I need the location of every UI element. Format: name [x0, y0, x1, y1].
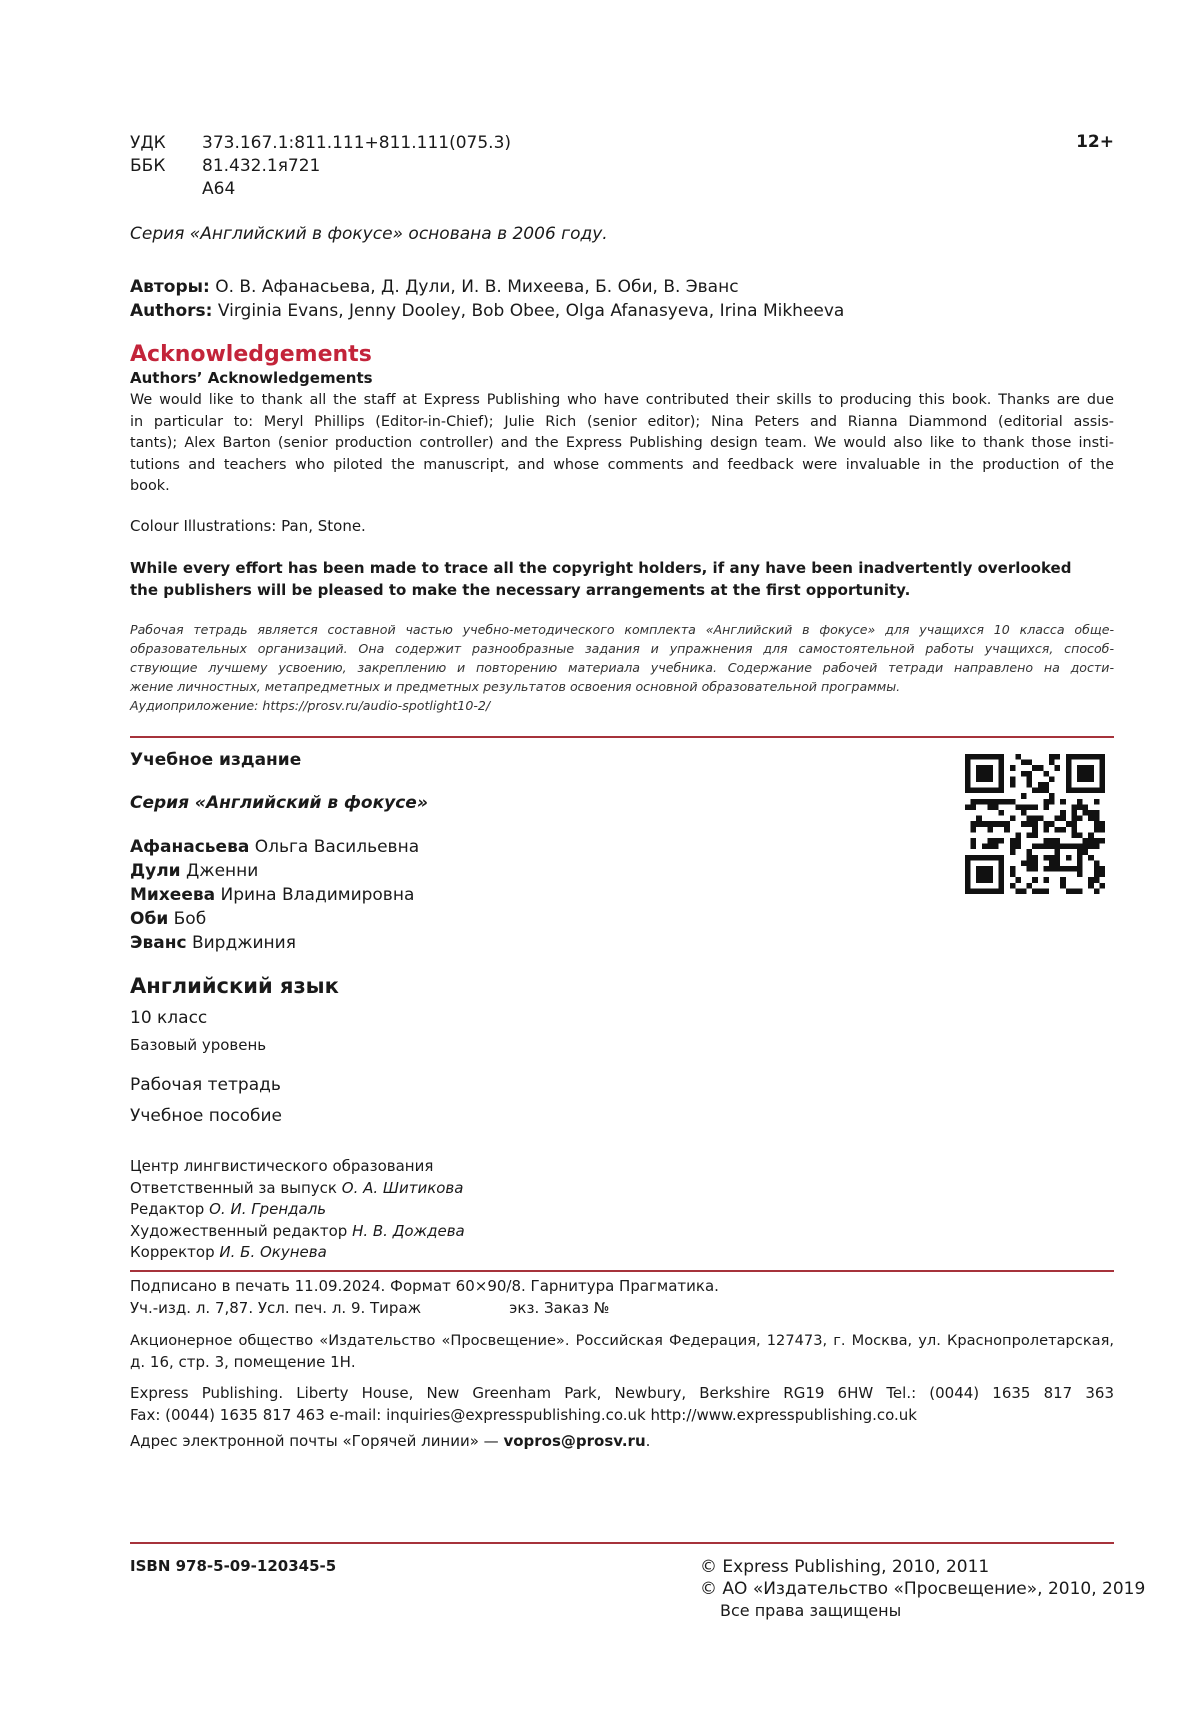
illustrations-credit: Colour Illustrations: Pan, Stone.	[130, 517, 366, 535]
bbk-value: 81.432.1я721	[202, 156, 321, 176]
udk-label: УДК	[130, 133, 166, 153]
book-title: Английский язык	[130, 974, 339, 998]
credits-block	[130, 1156, 465, 1264]
book-kind: Учебное пособие	[130, 1106, 282, 1126]
author-surname: Дули	[130, 861, 181, 881]
author-surname: Афанасьева	[130, 837, 250, 857]
print-line-2b: экз. Заказ №	[509, 1298, 610, 1317]
audio-link: Аудиоприложение: https://prosv.ru/audio-spotlight10-2/	[130, 698, 491, 713]
acknowledgements-text	[130, 390, 1114, 498]
hotline-text: Адрес электронной почты «Горячей линии» —	[130, 1432, 504, 1450]
book-format: Рабочая тетрадь	[130, 1075, 281, 1095]
author-given: Вирджиния	[191, 933, 296, 953]
author-surname: Михеева	[130, 885, 216, 905]
description-line: жение личностных, метапредметных и предметных результатов освоения основной образовательной программы.	[130, 679, 901, 694]
print-line-2a: Уч.-изд. л. 7,87. Усл. печ. л. 9. Тираж	[130, 1298, 422, 1317]
publisher-en-line-1: Express Publishing. Liberty House, New Greenham Park, Newbury, Berkshire RG19 6HW Tel.: (0044) 1635 817 363	[130, 1384, 1114, 1402]
credits-responsible-name: О. А. Шитикова	[341, 1178, 464, 1197]
rights-reserved: Все права защищены	[720, 1601, 902, 1620]
credits-responsible-label: Ответственный за выпуск	[130, 1178, 337, 1197]
copyright-footer	[700, 1556, 1145, 1622]
author-entry	[130, 835, 419, 859]
print-line-1: Подписано в печать 11.09.2024. Формат 60×90/8. Гарнитура Прагматика.	[130, 1277, 719, 1295]
publisher-ru	[130, 1330, 1114, 1373]
authors-en-label: Authors:	[130, 301, 213, 321]
book-grade: 10 класс	[130, 1008, 208, 1028]
author-surname: Оби	[130, 909, 169, 929]
qr-code-icon[interactable]	[965, 754, 1105, 894]
author-given: Ольга Васильевна	[254, 837, 420, 857]
author-entry	[130, 883, 419, 907]
copyright-line: While every effort has been made to trace all the copyright holders, if any have been inadvertently overlooked	[130, 559, 1072, 577]
book-code: А64	[202, 179, 236, 199]
authors-en-names: Virginia Evans, Jenny Dooley, Bob Obee, Olga Afanasyeva, Irina Mikheeva	[217, 301, 845, 321]
publisher-ru-line-2: д. 16, стр. 3, помещение 1Н.	[130, 1352, 356, 1371]
author-surname: Эванс	[130, 933, 187, 953]
copyright-express: © Express Publishing, 2010, 2011	[700, 1557, 990, 1577]
book-level: Базовый уровень	[130, 1036, 267, 1054]
ack-line: tutions and teachers who piloted the manuscript, and whose comments and feedback were invaluable in the production of the	[130, 456, 1114, 473]
copyright-notice	[130, 558, 1071, 601]
authors-ru-label: Авторы:	[130, 277, 210, 297]
edition-authors	[130, 835, 419, 955]
copyright-prosv: © АО «Издательство «Просвещение», 2010, 2019	[700, 1579, 1146, 1599]
edition-series: Серия «Английский в фокусе»	[130, 793, 428, 813]
divider-middle	[130, 1270, 1114, 1272]
credits-proofreader-label: Корректор	[130, 1243, 215, 1261]
publisher-en	[130, 1383, 1114, 1426]
ack-line: tants); Alex Barton (senior production controller) and the Express Publishing design team. We would also like to thank those insti-	[130, 435, 1114, 451]
author-entry	[130, 859, 419, 883]
ack-line: book.	[130, 478, 170, 494]
udk-value: 373.167.1:811.111+811.111(075.3)	[202, 133, 512, 153]
publisher-en-line-2: Fax: (0044) 1635 817 463 e-mail: inquiries@expresspublishing.co.uk http://www.expresspublishing.co.uk	[130, 1405, 917, 1424]
acknowledgements-subtitle: Authors’ Acknowledgements	[130, 369, 373, 387]
workbook-description	[130, 620, 1114, 715]
edition-type: Учебное издание	[130, 750, 302, 770]
copyright-line: the publishers will be pleased to make the necessary arrangements at the first opportunity.	[130, 580, 911, 599]
credits-proofreader-name: И. Б. Окунева	[219, 1243, 327, 1261]
series-note: Серия «Английский в фокусе» основана в 2006 году.	[130, 224, 608, 244]
authors-block	[130, 275, 844, 323]
description-line: Рабочая тетрадь является составной частью учебно-методического комплекта «Английский в фокусе» для учащихся 10 класса обще-	[130, 622, 1114, 637]
divider-bottom	[130, 1542, 1114, 1544]
hotline-period: .	[645, 1432, 651, 1450]
author-given: Ирина Владимировна	[220, 885, 415, 905]
print-info	[130, 1276, 719, 1319]
author-entry	[130, 931, 419, 955]
ack-line: in particular to: Meryl Phillips (Editor-in-Chief); Julie Rich (senior editor); Nina Peters and Rianna Diammond (editorial assis-	[130, 413, 1114, 430]
acknowledgements-title: Acknowledgements	[130, 342, 372, 367]
credits-art-editor-name: Н. В. Дождева	[352, 1221, 465, 1240]
authors-ru-names: О. В. Афанасьева, Д. Дули, И. В. Михеева, Б. Оби, В. Эванс	[215, 277, 739, 297]
ack-line: We would like to thank all the staff at Express Publishing who have contributed their skills to producing this book. Thanks are due	[130, 392, 1114, 408]
credits-editor-label: Редактор	[130, 1200, 205, 1218]
author-given: Дженни	[186, 861, 259, 881]
hotline-email[interactable]: vopros@prosv.ru	[503, 1432, 646, 1450]
bbk-label: ББК	[130, 156, 166, 176]
description-line: ствующие лучшему усвоению, закреплению и повторению материала учебника. Содержание рабочей тетради направлено на дости-	[130, 660, 1114, 675]
isbn: ISBN 978-5-09-120345-5	[130, 1557, 337, 1575]
publisher-ru-line-1: Акционерное общество «Издательство «Просвещение». Российская Федерация, 127473, г. Москва, ул. Краснопролетарская,	[130, 1332, 1114, 1349]
hotline	[130, 1432, 650, 1450]
author-given: Боб	[173, 909, 207, 929]
credits-editor-name: О. И. Грендаль	[209, 1200, 327, 1218]
credits-art-editor-label: Художественный редактор	[130, 1221, 348, 1240]
description-line: образовательных организаций. Она содержит разнообразные задания и упражнения для самостоятельной работы учащихся, способ-	[130, 641, 1114, 656]
author-entry	[130, 907, 419, 931]
classification-block	[130, 132, 511, 201]
credits-center: Центр лингвистического образования	[130, 1157, 434, 1175]
divider-top	[130, 736, 1114, 738]
age-rating: 12+	[1076, 132, 1114, 152]
